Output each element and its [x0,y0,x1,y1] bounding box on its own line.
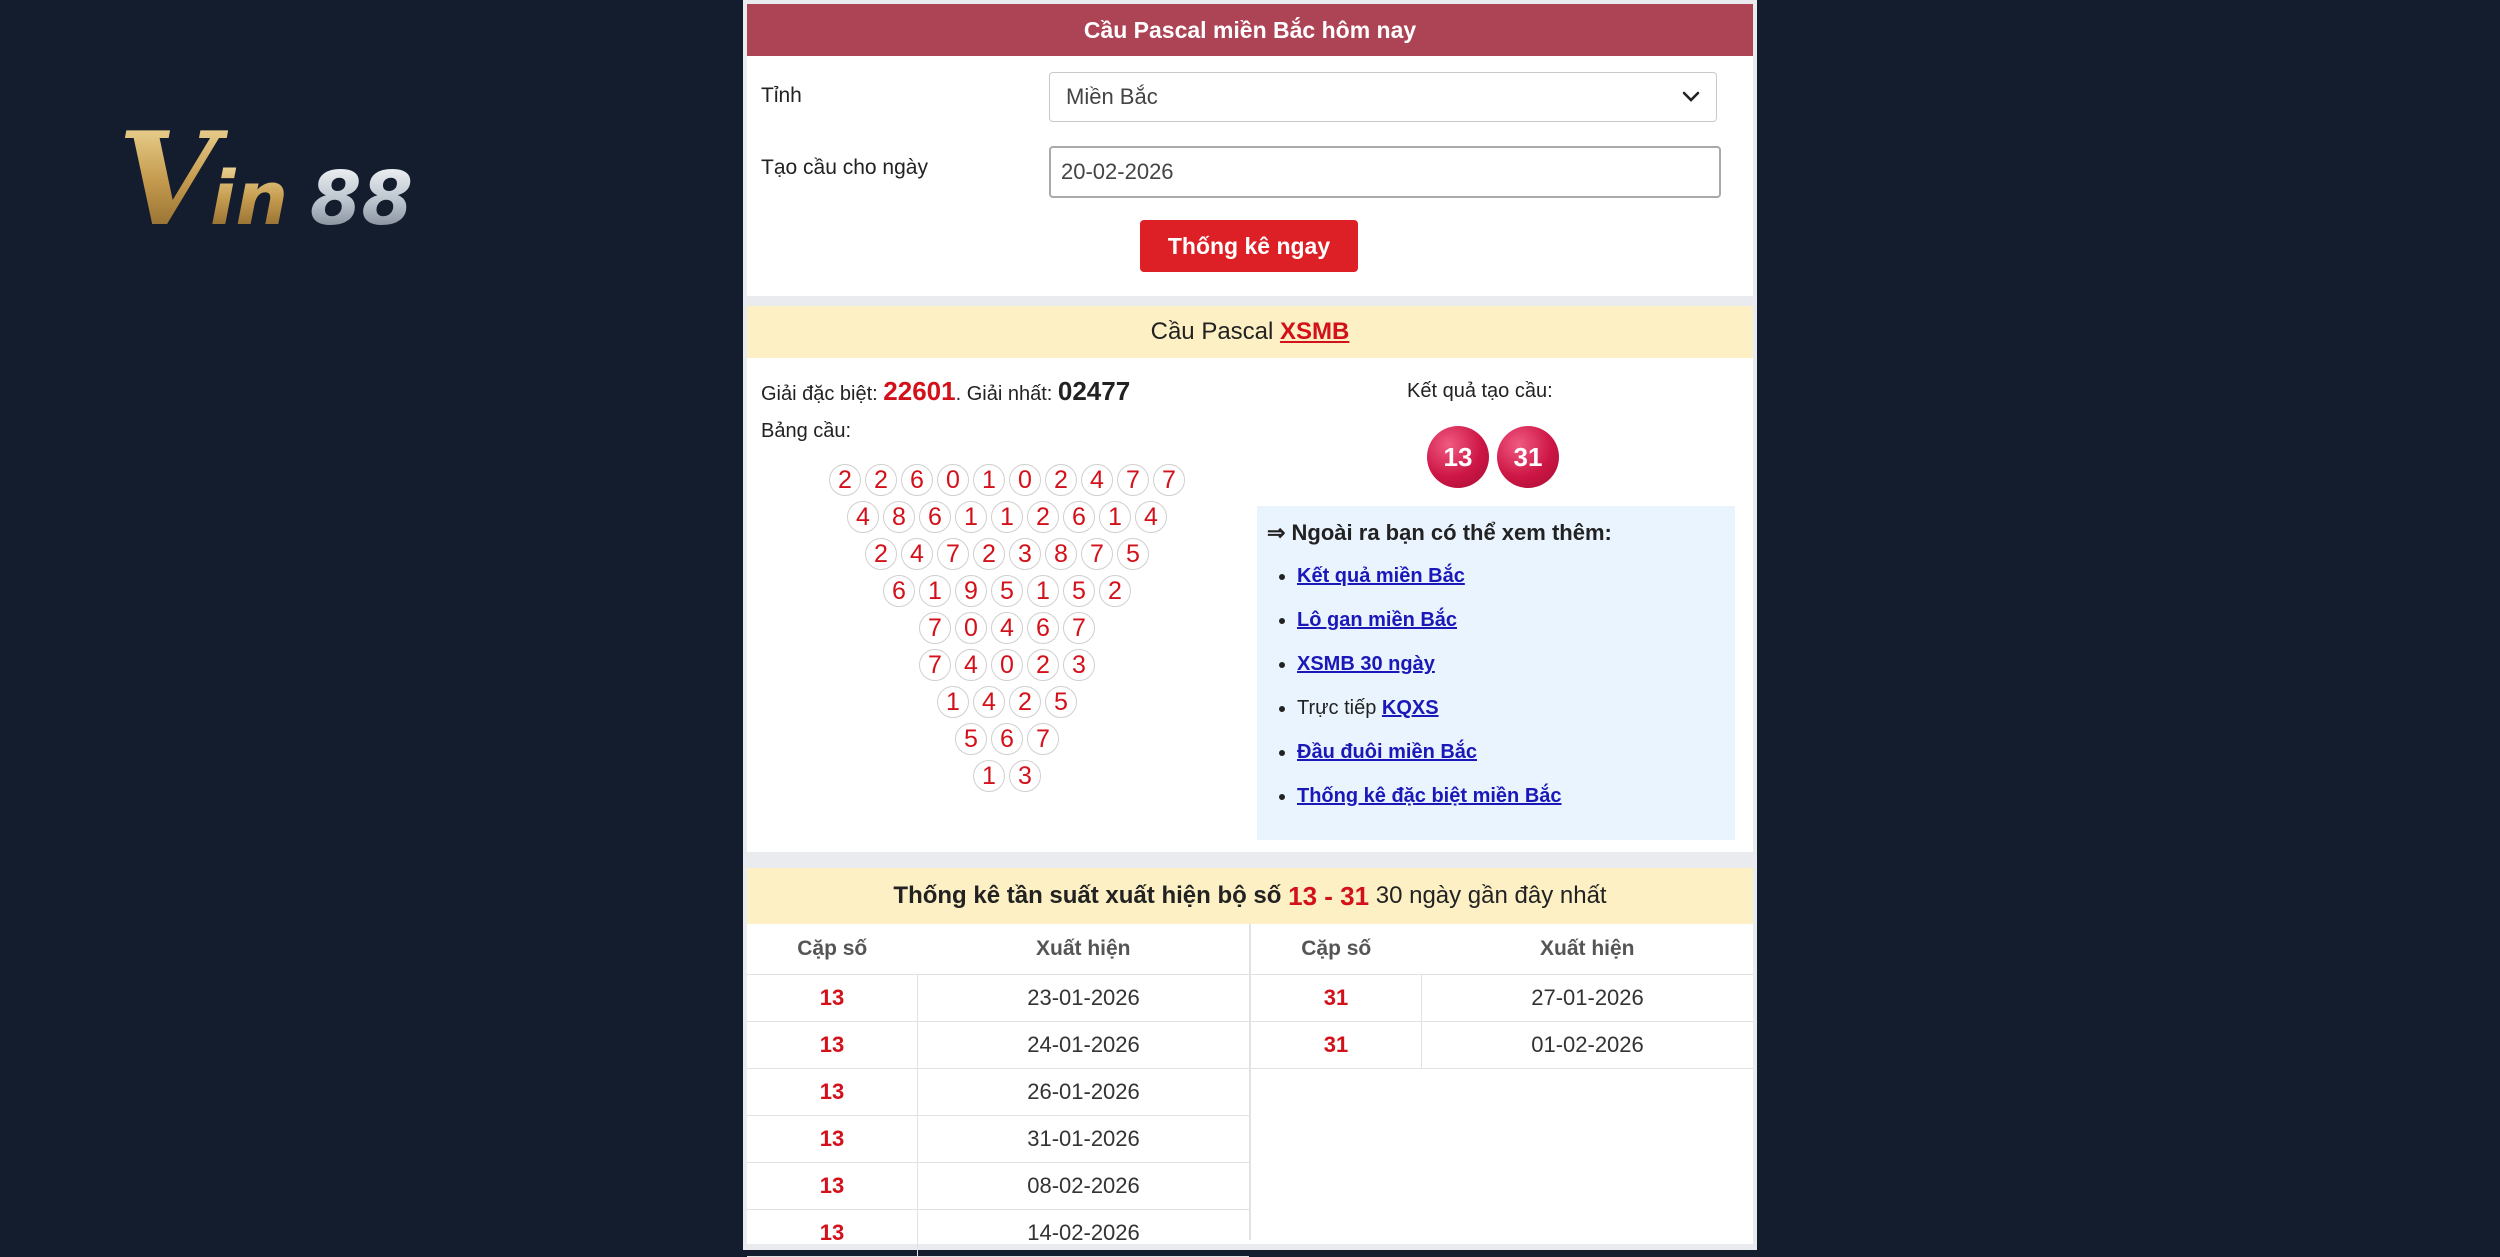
triangle-cell: 2 [1045,464,1077,496]
triangle-cell: 4 [901,538,933,570]
triangle-cell: 7 [1027,723,1059,755]
triangle-cell: 1 [1027,575,1059,607]
triangle-cell: 3 [1063,649,1095,681]
triangle-row [817,464,1197,501]
pair-cell: 31 [1251,975,1422,1022]
triangle-row [817,612,1197,649]
pascal-triangle [817,464,1197,797]
triangle-cell: 7 [919,612,951,644]
column-header-appear: Xuất hiện [1422,924,1754,975]
triangle-cell: 5 [1063,575,1095,607]
triangle-row [817,575,1197,612]
link-kqxs[interactable]: KQXS [1381,697,1439,719]
triangle-cell: 2 [1009,686,1041,718]
pair-cell: 13 [747,1210,918,1257]
svg-text:in: in [210,156,289,242]
date-input-value: 20-02-2026 [1061,159,1174,184]
triangle-row [817,686,1197,723]
pair-cell: 13 [747,975,918,1022]
triangle-cell: 4 [1081,464,1113,496]
triangle-cell: 7 [937,538,969,570]
date-label: Tạo cầu cho ngày [761,156,928,179]
list-item [1297,642,1725,686]
triangle-cell: 6 [1027,612,1059,644]
triangle-cell: 3 [1009,538,1041,570]
triangle-cell: 0 [955,612,987,644]
triangle-cell: 7 [1153,464,1185,496]
table-row [747,1210,1249,1257]
see-more-box [1257,506,1735,840]
result-ball: 31 [1497,426,1559,488]
table-row [1251,1022,1753,1069]
column-header-pair: Cặp số [747,924,918,975]
triangle-cell: 3 [1009,760,1041,792]
triangle-cell: 8 [1045,538,1077,570]
table-row [747,1163,1249,1210]
triangle-cell: 2 [1099,575,1131,607]
triangle-cell: 6 [883,575,915,607]
triangle-cell: 6 [1063,501,1095,533]
triangle-cell: 6 [919,501,951,533]
province-select-value: Miền Bắc [1066,84,1158,109]
list-item [1297,774,1725,818]
result-ball: 13 [1427,426,1489,488]
triangle-cell: 7 [1063,612,1095,644]
vin88-logo [118,112,488,242]
triangle-cell: 7 [919,649,951,681]
link-lo-gan-mien-bac[interactable]: Lô gan miền Bắc [1297,609,1458,631]
see-more-list [1267,554,1725,818]
triangle-cell: 1 [991,501,1023,533]
form-title: Cầu Pascal miền Bắc hôm nay [747,4,1753,56]
column-header-pair: Cặp số [1251,924,1422,975]
frequency-table-left [747,924,1249,1257]
triangle-row [817,760,1197,797]
triangle-cell: 2 [865,464,897,496]
link-xsmb-30-ngay[interactable]: XSMB 30 ngày [1297,653,1435,675]
date-input[interactable] [1049,146,1721,198]
date-cell: 24-01-2026 [918,1022,1250,1069]
pascal-result-card [747,306,1753,852]
first-prize-value: 02477 [1057,376,1131,406]
frequency-title [747,868,1753,924]
triangle-row [817,501,1197,538]
triangle-cell: 2 [1027,649,1059,681]
link-prefix: Trực tiếp [1297,697,1382,719]
frequency-title-pair: 13 - 31 [1288,880,1370,911]
triangle-cell: 1 [919,575,951,607]
triangle-cell: 4 [847,501,879,533]
list-item [1297,730,1725,774]
chevron-down-icon [1682,91,1700,103]
pair-cell: 13 [747,1022,918,1069]
triangle-cell: 9 [955,575,987,607]
link-thong-ke-dac-biet[interactable]: Thống kê đặc biệt miền Bắc [1297,785,1562,807]
triangle-cell: 7 [1081,538,1113,570]
content-panel [743,0,1757,1250]
list-item [1297,686,1725,730]
table-row [747,1116,1249,1163]
table-row [747,1022,1249,1069]
triangle-cell: 0 [991,649,1023,681]
triangle-cell: 8 [883,501,915,533]
list-item [1297,598,1725,642]
triangle-cell: 6 [991,723,1023,755]
pascal-title-text: Cầu Pascal [1150,318,1281,345]
triangle-row [817,723,1197,760]
xsmb-link[interactable]: XSMB [1280,318,1350,345]
date-cell: 08-02-2026 [918,1163,1250,1210]
triangle-row [817,538,1197,575]
date-cell: 14-02-2026 [918,1210,1250,1257]
pair-cell: 13 [747,1163,918,1210]
triangle-cell: 4 [955,649,987,681]
triangle-cell: 2 [1027,501,1059,533]
triangle-cell: 1 [973,760,1005,792]
svg-text:V: V [118,112,218,242]
triangle-cell: 2 [973,538,1005,570]
date-cell: 27-01-2026 [1422,975,1754,1022]
triangle-cell: 5 [1045,686,1077,718]
triangle-cell: 4 [1135,501,1167,533]
link-ket-qua-mien-bac[interactable]: Kết quả miền Bắc [1297,565,1465,587]
svg-text:88: 88 [310,156,413,242]
table-row [747,975,1249,1022]
date-cell: 23-01-2026 [918,975,1250,1022]
table-row [747,1069,1249,1116]
triangle-cell: 0 [1009,464,1041,496]
frequency-title-prefix: Thống kê tần suất xuất hiện bộ số [893,882,1289,909]
submit-button[interactable]: Thống kê ngay [1140,220,1358,272]
triangle-cell: 2 [865,538,897,570]
province-select[interactable] [1049,72,1717,122]
triangle-cell: 4 [991,612,1023,644]
table-row [1251,975,1753,1022]
triangle-cell: 4 [973,686,1005,718]
triangle-cell: 7 [1117,464,1149,496]
special-prize-value: 22601 [883,376,956,406]
frequency-table-right [1251,924,1753,1069]
triangle-cell: 5 [955,723,987,755]
triangle-cell: 6 [901,464,933,496]
triangle-cell: 1 [973,464,1005,496]
pascal-form-card [747,4,1753,296]
table-label: Bảng cầu: [761,420,852,442]
province-label: Tỉnh [761,84,802,107]
triangle-cell: 2 [829,464,861,496]
triangle-cell: 5 [1117,538,1149,570]
date-cell: 31-01-2026 [918,1116,1250,1163]
pair-cell: 13 [747,1116,918,1163]
pascal-title [747,306,1753,358]
column-header-appear: Xuất hiện [918,924,1250,975]
triangle-row [817,649,1197,686]
frequency-title-suffix: 30 ngày gần đây nhất [1369,882,1607,909]
frequency-card [747,868,1753,1244]
special-prize-label: Giải đặc biệt: [761,383,884,405]
date-cell: 26-01-2026 [918,1069,1250,1116]
list-item [1297,554,1725,598]
triangle-cell: 1 [955,501,987,533]
result-balls [1427,426,1559,488]
triangle-cell: 1 [1099,501,1131,533]
date-cell: 01-02-2026 [1422,1022,1754,1069]
see-more-title: ⇒ Ngoài ra bạn có thể xem thêm: [1267,520,1612,545]
triangle-cell: 5 [991,575,1023,607]
pair-cell: 13 [747,1069,918,1116]
triangle-cell: 1 [937,686,969,718]
triangle-cell: 0 [937,464,969,496]
first-prize-label: . Giải nhất: [955,383,1058,405]
prize-info [761,376,1130,407]
result-label: Kết quả tạo cầu: [1407,380,1553,402]
pair-cell: 31 [1251,1022,1422,1069]
link-dau-duoi-mien-bac[interactable]: Đầu đuôi miền Bắc [1297,741,1478,763]
